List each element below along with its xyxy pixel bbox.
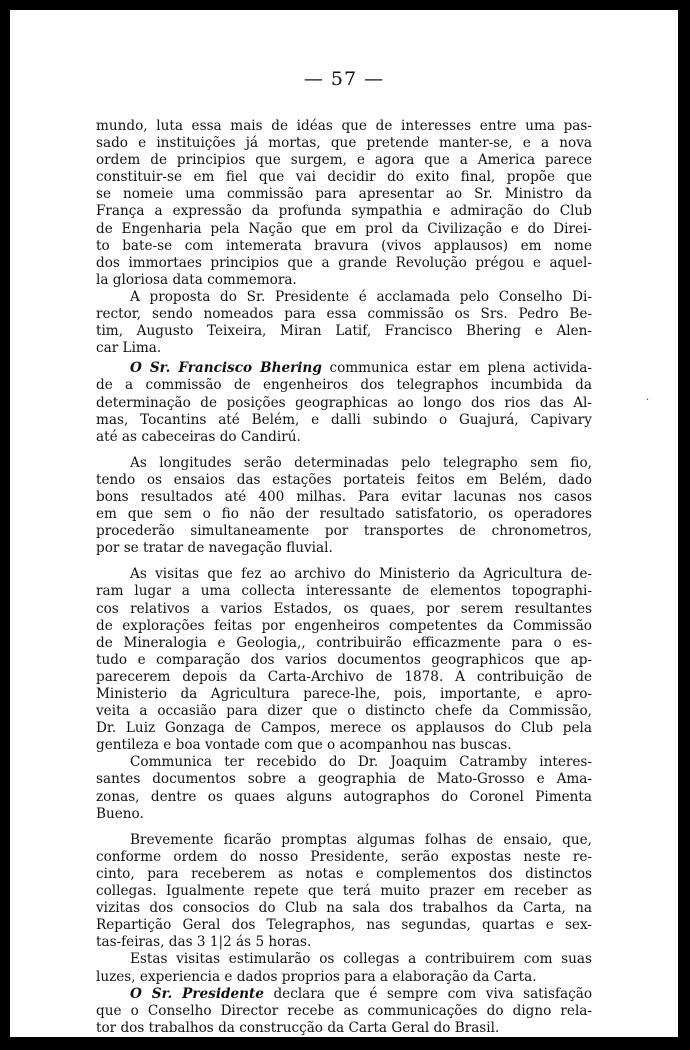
text-line: mundo, luta essa mais de idéas que de interesses entre uma pas- — [96, 118, 592, 134]
text-line: car Lima. — [96, 340, 162, 357]
text-line: vizitas dos consocios do Club na sala dos trabalhos da Carta, na — [96, 900, 592, 917]
text-line: Ministerio da Agricultura parece-lhe, pois, importante, e apro- — [96, 686, 592, 702]
text-line: de a commissão de engenheiros dos telegraphos incumbida da — [96, 377, 592, 394]
text-line: determinação de posições geographicas ao longo dos rios das Al- — [96, 394, 592, 411]
paragraph — [96, 754, 592, 822]
text-line: mas, Tocantins até Belém, e dalli subindo o Guajurá, Capivary — [96, 411, 592, 428]
page-number: — 57 — — [303, 68, 385, 90]
text-line: Dr. Luiz Gonzaga de Campos, merece os applausos do Club pela — [96, 720, 592, 737]
text-line: cinto, para receberem as notas e complementos dos distinctos — [96, 865, 592, 882]
text-line: em que sem o fio não der resultado satisfatorio, os operadores — [96, 506, 592, 523]
text-line: parecerem depois da Carta-Archivo de 1878. A contribuição de — [96, 668, 592, 685]
paragraph — [96, 986, 592, 1037]
text-line: dos immortaes principios que a grande Revolução prégou e aquel- — [96, 254, 592, 271]
margin-mark: · — [646, 395, 650, 406]
text-line — [96, 360, 592, 377]
text-line: Brevemente ficarão promptas algumas folhas de ensaio, que, — [130, 831, 592, 848]
text-line: santes documentos sobre a geographia de Mato-Grosso e Ama- — [96, 771, 592, 788]
text-line-rest: declara que é sempre com viva satisfação — [273, 985, 592, 1002]
paragraph — [96, 951, 592, 985]
text-line-rest: communica estar em plena activida- — [329, 360, 592, 377]
text-line: tas-feiras, das 3 1|2 ás 5 horas. — [96, 934, 312, 951]
speaker-name: O Sr. Presidente — [130, 985, 264, 1002]
text-line: Repartição Geral dos Telegraphos, nas segundas, quartas e sex- — [96, 917, 592, 934]
text-line: to bate-se com intemerata bravura (vivos applausos) em nome — [96, 237, 592, 254]
text-line: tor dos trabalhos da construcção da Carta Geral do Brasil. — [96, 1019, 500, 1036]
text-line: França a expressão da profunda sympathia e admiração do Club — [96, 203, 592, 220]
paragraph — [96, 455, 592, 558]
text-line: veita a occasião para dizer que o distincto chefe da Commissão, — [96, 703, 592, 720]
text-line: collegas. Igualmente repete que terá muito prazer em receber as — [96, 883, 592, 900]
text-line: ordem de principios que surgem, e agora que a America parece — [96, 152, 592, 169]
paragraph — [96, 566, 592, 754]
text-line: ram lugar a uma collecta interessante de elementos topographi- — [96, 583, 592, 600]
text-line: por se tratar de navegação fluvial. — [96, 540, 333, 557]
text-line: cos relativos a varios Estados, os quaes, por serem resultantes — [96, 600, 592, 617]
text-line: Communica ter recebido do Dr. Joaquim Catramby interes- — [130, 754, 592, 771]
text-line: procederão simultaneamente por transportes de chronometros, — [96, 523, 592, 540]
speaker-name: O Sr. Francisco Bhering — [130, 360, 322, 377]
paragraph — [96, 289, 592, 357]
text-line: até as cabeceiras do Candirú. — [96, 428, 301, 445]
body-text — [96, 118, 592, 1037]
text-line: Bueno. — [96, 805, 144, 822]
text-line: gentileza e boa vontade com que o acompanhou nas buscas. — [96, 737, 512, 754]
text-line: la gloriosa data commemora. — [96, 271, 297, 288]
text-line: constituir-se em fiel que vai decidir do exito final, propõe que — [96, 169, 592, 186]
text-line: se nomeie uma commissão para apresentar ao Sr. Ministro da — [96, 186, 592, 203]
text-line: tim, Augusto Teixeira, Miran Latif, Francisco Bhering e Alen- — [96, 323, 592, 340]
text-line: de Engenharia pela Nação que em prol da Civilização e do Direi- — [96, 220, 592, 237]
text-line: de explorações feitas por engenheiros competentes da Commissão — [96, 617, 592, 634]
text-line: As visitas que fez ao archivo do Ministerio da Agricultura de- — [130, 566, 592, 583]
text-line: sado e instituições já mortas, que pretende manter-se, e a nova — [96, 135, 592, 152]
text-line: rector, sendo nomeados para essa commissão os Srs. Pedro Be- — [96, 306, 592, 323]
text-line: As longitudes serão determinadas pelo telegrapho sem fio, — [130, 454, 592, 471]
text-line: que o Conselho Director recebe as communicações do digno rela- — [96, 1002, 592, 1019]
text-line: Estas visitas estimularão os collegas a contribuirem com suas — [130, 951, 592, 968]
text-line: A proposta do Sr. Presidente é acclamada pelo Conselho Di- — [130, 288, 592, 305]
paragraph — [96, 832, 592, 952]
text-line: tendo os ensaios das estações portateis feitos em Belém, dado — [96, 471, 592, 488]
text-line: bons resultados até 400 milhas. Para evitar lacunas nos casos — [96, 488, 592, 505]
document-page — [10, 10, 678, 1037]
text-line: tudo e comparação dos varios documentos geographicos que ap- — [96, 651, 592, 668]
text-line: luzes, experiencia e dados proprios para a elaboração da Carta. — [96, 968, 537, 985]
paragraph — [96, 118, 592, 289]
text-line — [96, 986, 592, 1003]
text-line: conforme ordem do nosso Presidente, serão expostas neste re- — [96, 848, 592, 865]
paragraph — [96, 360, 592, 445]
text-line: zonas, dentre os quaes alguns autographos do Coronel Pimenta — [96, 788, 592, 805]
text-line: de Mineralogia e Geologia,, contribuirão efficazmente para o es- — [96, 634, 592, 651]
